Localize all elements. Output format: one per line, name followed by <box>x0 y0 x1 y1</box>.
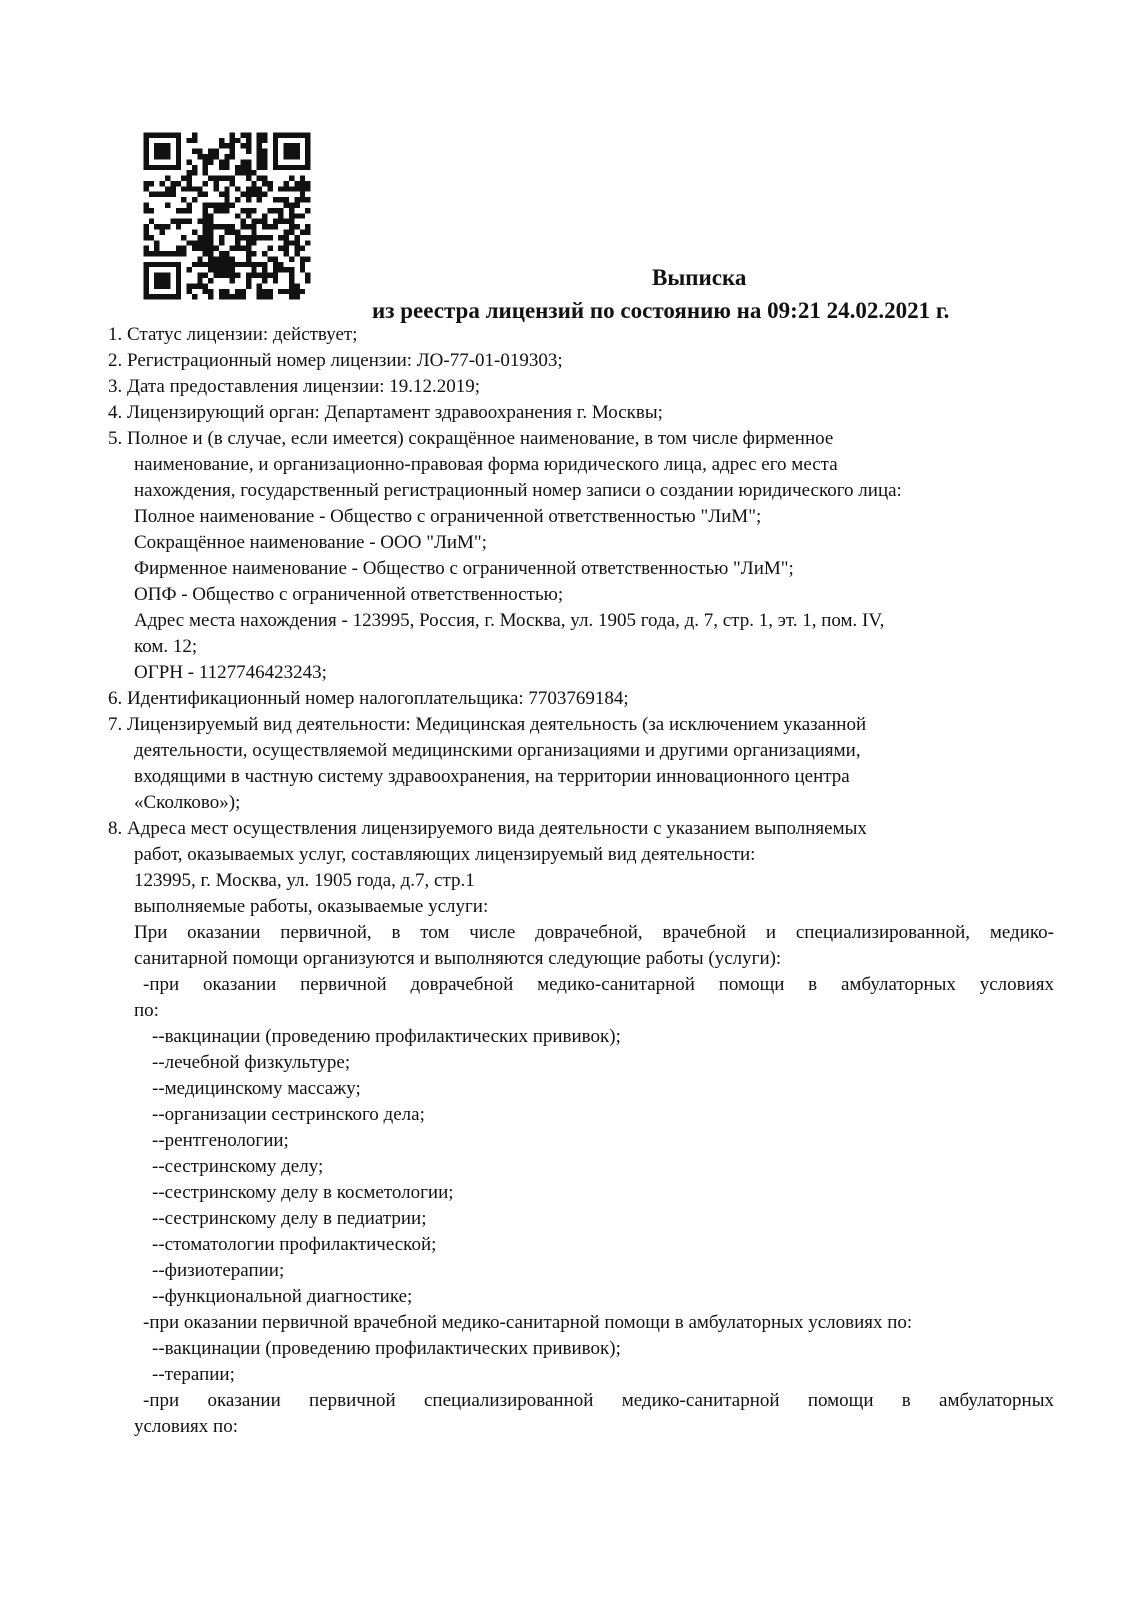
service-item: --вакцинации (проведению профилактических прививок); <box>152 1026 621 1047</box>
service-item: --терапии; <box>152 1364 235 1385</box>
item-7-line-1: 7. Лицензируемый вид деятельности: Медицинская деятельность (за исключением указанной <box>108 714 867 735</box>
legal-form: ОПФ - Общество с ограниченной ответственностью; <box>134 584 564 605</box>
prehospital-heading-2: по: <box>134 1000 159 1021</box>
ogrn: ОГРН - 1127746423243; <box>134 662 327 683</box>
service-item: --медицинскому массажу; <box>152 1078 361 1099</box>
service-item: --рентгенологии; <box>152 1130 289 1151</box>
item-3: 3. Дата предоставления лицензии: 19.12.2019; <box>108 376 481 397</box>
item-5-line-2: наименование, и организационно-правовая форма юридического лица, адрес его места <box>134 454 838 475</box>
works-intro-line-2: санитарной помощи организуются и выполняются следующие работы (услуги): <box>134 948 782 969</box>
address-line-1: Адрес места нахождения - 123995, Россия, г. Москва, ул. 1905 года, д. 7, стр. 1, эт. 1, пом. IV, <box>134 610 885 631</box>
work-address: 123995, г. Москва, ул. 1905 года, д.7, стр.1 <box>134 870 475 891</box>
item-5-line-3: нахождения, государственный регистрационный номер записи о создании юридического лица: <box>134 480 902 501</box>
document-title: Выписка <box>652 265 747 290</box>
works-heading: выполняемые работы, оказываемые услуги: <box>134 896 489 917</box>
works-intro-line-1: При оказании первичной, в том числе доврачебной, врачебной и специализированной, медико- <box>134 922 1054 943</box>
item-8-line-1: 8. Адреса мест осуществления лицензируемого вида деятельности с указанием выполняемых <box>108 818 867 839</box>
full-name: Полное наименование - Общество с ограниченной ответственностью "ЛиМ"; <box>134 506 762 527</box>
specialized-heading-1: -при оказании первичной специализированной медико-санитарной помощи в амбулаторных <box>143 1390 1054 1411</box>
item-7-line-3: входящими в частную систему здравоохранения, на территории инновационного центра <box>134 766 850 787</box>
service-item: --функциональной диагностике; <box>152 1286 413 1307</box>
item-2: 2. Регистрационный номер лицензии: ЛО-77-01-019303; <box>108 350 563 371</box>
service-item: --стоматологии профилактической; <box>152 1234 437 1255</box>
address-line-2: ком. 12; <box>134 636 198 657</box>
prehospital-heading-1: -при оказании первичной доврачебной медико-санитарной помощи в амбулаторных условиях <box>143 974 1054 995</box>
document-subtitle: из реестра лицензий по состоянию на 09:21 24.02.2021 г. <box>372 298 950 323</box>
item-7-line-4: «Сколково»); <box>134 792 241 813</box>
service-item: --вакцинации (проведению профилактических прививок); <box>152 1338 621 1359</box>
brand-name: Фирменное наименование - Общество с ограниченной ответственностью "ЛиМ"; <box>134 558 794 579</box>
item-4: 4. Лицензирующий орган: Департамент здравоохранения г. Москвы; <box>108 402 663 423</box>
service-item: --организации сестринского дела; <box>152 1104 425 1125</box>
service-item: --сестринскому делу в косметологии; <box>152 1182 454 1203</box>
item-8-line-2: работ, оказываемых услуг, составляющих лицензируемый вид деятельности: <box>134 844 756 865</box>
item-6: 6. Идентификационный номер налогоплательщика: 7703769184; <box>108 688 629 709</box>
specialized-heading-2: условиях по: <box>134 1416 238 1437</box>
service-item: --лечебной физкультуре; <box>152 1052 351 1073</box>
service-item: --физиотерапии; <box>152 1260 285 1281</box>
service-item: --сестринскому делу в педиатрии; <box>152 1208 427 1229</box>
item-1: 1. Статус лицензии: действует; <box>108 324 358 345</box>
short-name: Сокращённое наименование - ООО "ЛиМ"; <box>134 532 487 553</box>
item-7-line-2: деятельности, осуществляемой медицинскими организациями и другими организациями, <box>134 740 861 761</box>
service-item: --сестринскому делу; <box>152 1156 324 1177</box>
qr-code <box>138 127 316 305</box>
physician-heading: -при оказании первичной врачебной медико-санитарной помощи в амбулаторных условиях по: <box>143 1312 913 1333</box>
item-5-line-1: 5. Полное и (в случае, если имеется) сокращённое наименование, в том числе фирменное <box>108 428 834 449</box>
